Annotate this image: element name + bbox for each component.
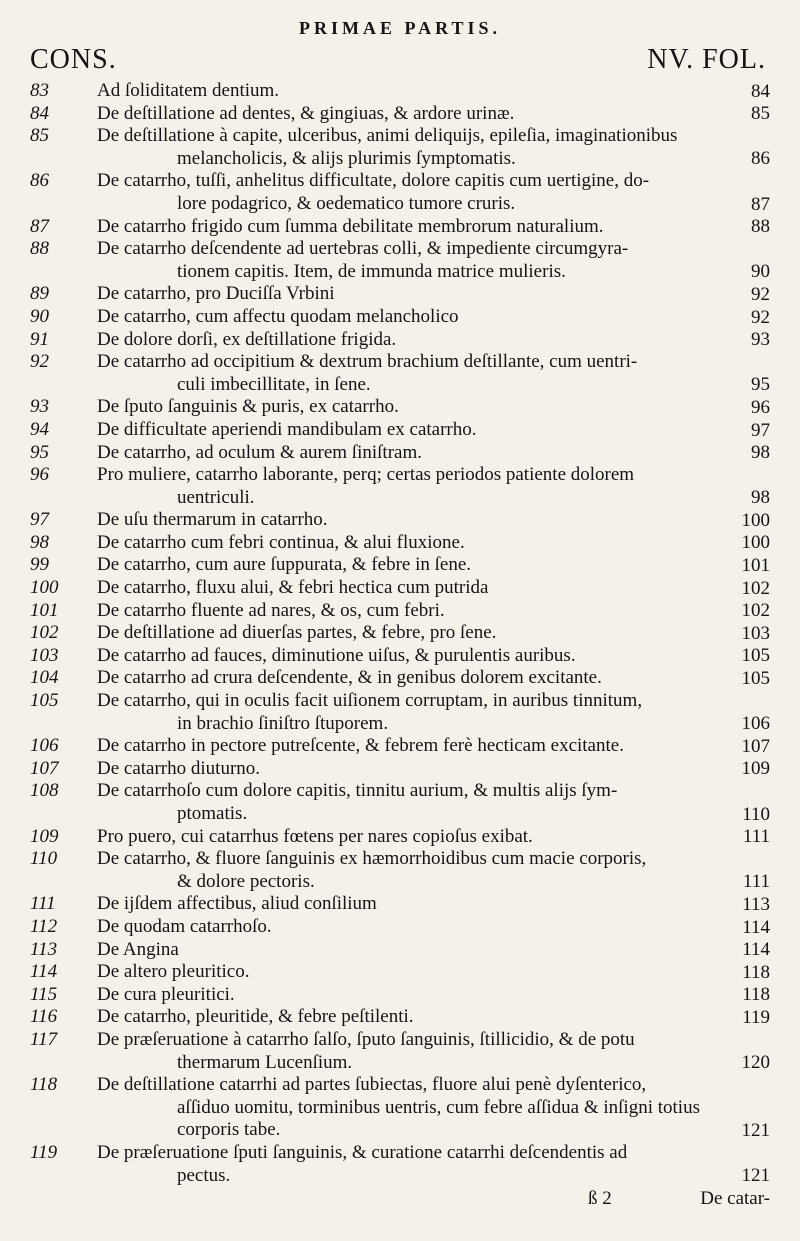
consilium-number: 91	[30, 328, 49, 350]
folio-number: 96	[751, 396, 770, 418]
toc-entry	[0, 961, 800, 984]
entry-title-line: De cura pleuritici.	[97, 983, 235, 1005]
entry-title	[97, 216, 732, 239]
consilium-number: 102	[30, 622, 59, 644]
entry-title-line: De catarrho, ad oculum & aurem ſiniſtram.	[97, 441, 422, 463]
consilium-number: 116	[30, 1006, 58, 1028]
folio-number: 111	[742, 871, 770, 893]
consilium-number: 85	[30, 125, 49, 147]
toc-entry	[0, 916, 800, 939]
consilium-number: 109	[30, 825, 59, 847]
entry-title	[97, 577, 732, 600]
consilium-number: 107	[30, 757, 59, 779]
toc-entry	[0, 1006, 800, 1029]
folio-number: 118	[742, 984, 770, 1006]
entry-title	[97, 419, 732, 442]
entry-title-continuation: ptomatis.	[177, 803, 248, 824]
folio-number: 105	[741, 668, 770, 690]
consilium-number: 119	[30, 1141, 58, 1163]
entry-title	[97, 848, 732, 893]
consilium-number: 117	[30, 1028, 58, 1050]
entry-title	[97, 1142, 732, 1187]
consilium-number: 105	[30, 690, 59, 712]
consilium-number: 93	[30, 396, 49, 418]
entry-title-line: De altero pleuritico.	[97, 961, 250, 983]
consilium-number: 97	[30, 509, 49, 531]
toc-entry	[0, 306, 800, 329]
folio-number: 109	[741, 758, 770, 780]
entry-title-continuation: uentriculi.	[177, 486, 255, 508]
entry-title	[97, 780, 732, 825]
folio-number: 106	[741, 713, 770, 735]
entry-title-continuation: culi imbecillitate, in ſene.	[177, 373, 371, 395]
toc-entry	[0, 984, 800, 1007]
toc-entry	[0, 690, 800, 735]
toc-entry	[0, 329, 800, 352]
catchword: De catar-	[700, 1188, 770, 1209]
folio-number: 90	[751, 261, 770, 283]
entry-title-line: De catarrho, pleuritide, & febre peſtilenti.	[97, 1006, 414, 1028]
consilium-number: 96	[30, 464, 49, 486]
entry-title	[97, 984, 732, 1007]
folio-number: 105	[741, 645, 770, 667]
toc-entry	[0, 464, 800, 509]
entry-title	[97, 351, 732, 396]
entry-title	[97, 329, 732, 352]
folio-number: 93	[751, 329, 770, 351]
entry-title-line: De catarrho frigido cum ſumma debilitate membrorum naturalium.	[97, 215, 604, 237]
consilium-number: 100	[30, 577, 59, 599]
entry-title	[97, 1006, 732, 1029]
entry-title	[97, 826, 732, 849]
entry-title-line: De catarrho, qui in oculis facit uiſionem corruptam, in auribus tinnitum,	[97, 690, 643, 712]
folio-number: 97	[751, 419, 770, 441]
entry-title-line: De ijſdem affectibus, aliud conſilium	[97, 893, 377, 915]
entry-title-line: De difficultate aperiendi mandibulam ex catarrho.	[97, 418, 477, 440]
folio-number: 98	[751, 487, 770, 509]
consilium-number: 90	[30, 305, 49, 327]
consilium-number: 113	[30, 938, 58, 960]
folio-number: 100	[741, 509, 770, 531]
toc-entry	[0, 532, 800, 555]
folio-number: 101	[741, 555, 770, 577]
entry-title	[97, 509, 732, 532]
entry-title-line: De catarrho in pectore putreſcente, & febrem ferè hecticam excitante.	[97, 735, 624, 757]
consilium-number: 111	[30, 893, 56, 915]
consilium-number: 83	[30, 80, 49, 101]
consilium-number: 101	[30, 599, 59, 621]
entry-title	[97, 532, 732, 555]
toc-entry	[0, 893, 800, 916]
entry-title-line: De deſtillatione à capite, ulceribus, animi deliquijs, epileſia, imaginationibus	[97, 125, 678, 147]
entry-title	[97, 1074, 732, 1142]
folio-number: 119	[742, 1006, 770, 1028]
toc-entry	[0, 216, 800, 239]
entry-title-line: Pro puero, cui catarrhus fœtens per nares copioſus exibat.	[97, 825, 533, 847]
toc-entry	[0, 1142, 800, 1187]
toc-entry	[0, 758, 800, 781]
entry-title	[97, 600, 732, 623]
entry-title-line: De dolore dorſi, ex deſtillatione frigida.	[97, 328, 397, 350]
entry-title	[97, 170, 732, 215]
consilium-number: 88	[30, 238, 49, 260]
entry-title	[97, 554, 732, 577]
entry-title-line: De catarrho fluente ad nares, & os, cum febri.	[97, 599, 445, 621]
folio-number: 113	[742, 893, 770, 915]
column-heading-folio: NV. FOL.	[647, 44, 766, 75]
entry-title	[97, 283, 732, 306]
entry-title	[97, 442, 732, 465]
folio-number: 114	[742, 939, 770, 961]
toc-entry	[0, 735, 800, 758]
toc-entry	[0, 125, 800, 170]
consilium-number: 112	[30, 915, 58, 937]
consilium-number: 110	[30, 848, 58, 870]
entry-title-line: De catarrho ad crura deſcendente, & in genibus dolorem excitante.	[97, 667, 602, 689]
entry-title	[97, 238, 732, 283]
entry-title-line: De catarrho, fluxu alui, & febri hectica cum putrida	[97, 577, 489, 599]
entry-title	[97, 80, 732, 103]
entry-title-line: De catarrho ad fauces, diminutione uiſus, & purulentis auribus.	[97, 644, 576, 666]
folio-number: 121	[741, 1119, 770, 1141]
consilium-number: 114	[30, 961, 58, 983]
folio-number: 85	[751, 103, 770, 125]
table-of-contents	[0, 80, 800, 1187]
consilium-number: 118	[30, 1074, 58, 1096]
entry-title-line: De Angina	[97, 938, 179, 960]
toc-entry	[0, 600, 800, 623]
folio-number: 100	[741, 532, 770, 554]
consilium-number: 115	[30, 983, 58, 1005]
toc-entry	[0, 554, 800, 577]
entry-title-line: De catarrho deſcendente ad uertebras colli, & impediente circumgyra-	[97, 238, 629, 260]
entry-title-continuation: aſſiduo uomitu, torminibus uentris, cum febre aſſidua & inſigni totius corporis tabe.	[177, 1096, 700, 1141]
running-head: PRIMAE PARTIS.	[298, 18, 502, 38]
folio-number: 102	[741, 600, 770, 622]
entry-title	[97, 758, 732, 781]
folio-number: 103	[741, 622, 770, 644]
entry-title	[97, 939, 732, 962]
folio-number: 102	[741, 577, 770, 599]
entry-title-line: De catarrho ad occipitium & dextrum brachium deſtillante, cum uentri-	[97, 351, 638, 373]
entry-title-line: De catarrho, & fluore ſanguinis ex hæmorrhoidibus cum macie corporis,	[97, 848, 647, 870]
consilium-number: 84	[30, 102, 49, 124]
toc-entry	[0, 622, 800, 645]
entry-title	[97, 396, 732, 419]
folio-number: 110	[742, 803, 770, 825]
entry-title-line: De præſeruatione à catarrho ſalſo, ſputo ſanguinis, ſtillicidio, & de potu	[97, 1028, 635, 1050]
consilium-number: 92	[30, 351, 49, 373]
folio-number: 92	[751, 283, 770, 305]
folio-number: 84	[751, 80, 770, 102]
entry-title-continuation: melancholicis, & alijs plurimis ſymptomatis.	[177, 147, 516, 169]
folio-number: 107	[741, 735, 770, 757]
consilium-number: 99	[30, 554, 49, 576]
toc-entry	[0, 780, 800, 825]
entry-title-continuation: lore podagrico, & oedematico tumore cruris.	[177, 192, 516, 214]
toc-entry	[0, 442, 800, 465]
toc-entry	[0, 80, 800, 103]
toc-entry	[0, 170, 800, 215]
toc-entry	[0, 645, 800, 668]
entry-title	[97, 464, 732, 509]
entry-title-continuation: thermarum Lucenſium.	[177, 1051, 353, 1073]
toc-entry	[0, 667, 800, 690]
entry-title-line: De deſtillatione catarrhi ad partes ſubiectas, fluore alui penè dyſenterico,	[97, 1074, 647, 1096]
consilium-number: 104	[30, 667, 59, 689]
entry-title	[97, 306, 732, 329]
entry-title-continuation: & dolore pectoris.	[177, 870, 315, 892]
entry-title-line: De catarrho, cum affectu quodam melancholico	[97, 305, 459, 327]
consilium-number: 95	[30, 441, 49, 463]
folio-number: 121	[741, 1165, 770, 1187]
toc-entry	[0, 939, 800, 962]
consilium-number: 89	[30, 283, 49, 305]
folio-number: 118	[742, 961, 770, 983]
folio-number: 88	[751, 216, 770, 238]
toc-entry	[0, 396, 800, 419]
consilium-number: 103	[30, 644, 59, 666]
entry-title	[97, 125, 732, 170]
consilium-number: 98	[30, 531, 49, 553]
entry-title-line: De catarrho cum febri continua, & alui fluxione.	[97, 531, 465, 553]
folio-number: 95	[751, 374, 770, 396]
toc-entry	[0, 1029, 800, 1074]
column-heading-cons: CONS.	[30, 44, 117, 75]
entry-title-line: De catarrho diuturno.	[97, 757, 261, 779]
entry-title-line: De catarrhoſo cum dolore capitis, tinnitu aurium, & multis alijs ſym-	[97, 780, 618, 802]
toc-entry	[0, 577, 800, 600]
entry-title-continuation: tionem capitis. Item, de immunda matrice mulieris.	[177, 260, 566, 282]
entry-title-line: De catarrho, tuſſi, anhelitus difficultate, dolore capitis cum uertigine, do-	[97, 170, 650, 192]
consilium-number: 86	[30, 170, 49, 192]
toc-entry	[0, 238, 800, 283]
toc-entry	[0, 419, 800, 442]
entry-title	[97, 645, 732, 668]
entry-title	[97, 893, 732, 916]
entry-title-line: De deſtillatione ad dentes, & gingiuas, & ardore urinæ.	[97, 102, 515, 124]
folio-number: 120	[741, 1052, 770, 1074]
entry-title-line: De catarrho, pro Duciſſa Vrbini	[97, 283, 335, 305]
entry-title	[97, 103, 732, 126]
folio-number: 87	[751, 193, 770, 215]
entry-title	[97, 622, 732, 645]
consilium-number: 87	[30, 215, 49, 237]
entry-title	[97, 961, 732, 984]
entry-title	[97, 690, 732, 735]
entry-title-line: De deſtillatione ad diuerſas partes, & febre, pro ſene.	[97, 622, 497, 644]
folio-number: 92	[751, 306, 770, 328]
entry-title-line: Ad ſoliditatem dentium.	[97, 80, 280, 101]
entry-title-line: Pro muliere, catarrho laborante, perq; certas periodos patiente dolorem	[97, 464, 635, 486]
entry-title	[97, 735, 732, 758]
folio-number: 86	[751, 148, 770, 170]
toc-entry	[0, 1074, 800, 1142]
toc-entry	[0, 826, 800, 849]
folio-number: 98	[751, 442, 770, 464]
consilium-number: 106	[30, 735, 59, 757]
toc-entry	[0, 848, 800, 893]
entry-title	[97, 667, 732, 690]
toc-entry	[0, 283, 800, 306]
entry-title-line: De quodam catarrhoſo.	[97, 915, 272, 937]
folio-number: 114	[742, 916, 770, 938]
signature-mark: ß 2	[588, 1188, 612, 1209]
folio-number: 111	[742, 826, 770, 848]
entry-title-line: De præſeruatione ſputi ſanguinis, & curatione catarrhi deſcendentis ad	[97, 1141, 628, 1163]
entry-title-line: De uſu thermarum in catarrho.	[97, 509, 328, 531]
toc-entry	[0, 351, 800, 396]
toc-entry	[0, 103, 800, 126]
consilium-number: 108	[30, 780, 59, 802]
entry-title	[97, 1029, 732, 1074]
entry-title-line: De ſputo ſanguinis & puris, ex catarrho.	[97, 396, 399, 418]
toc-entry	[0, 509, 800, 532]
consilium-number: 94	[30, 418, 49, 440]
entry-title	[97, 916, 732, 939]
entry-title-line: De catarrho, cum aure ſuppurata, & febre in ſene.	[97, 554, 472, 576]
entry-title-continuation: in brachio ſiniſtro ſtuporem.	[177, 712, 389, 734]
entry-title-continuation: pectus.	[177, 1164, 231, 1186]
